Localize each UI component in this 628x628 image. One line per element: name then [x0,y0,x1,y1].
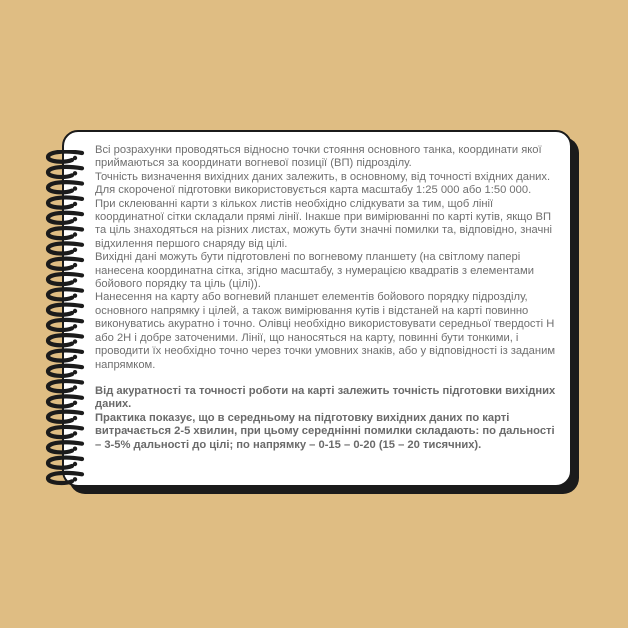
binding-hole [73,278,77,282]
binding-hole [73,385,77,389]
binding-ring [48,152,82,162]
binding-ring [48,228,82,238]
binding-hole [73,401,77,405]
paragraph-bold-practice: Практика показує, що в середньому на підготовку вихідних даних по карті витрачається 2-5 хвилин, при цьому середнінні помилки складають: по дальності – 3-5% дальності до цілі; по напрямку – 0-15 – 0-20 (15 – 20 тисячних). [95,411,555,451]
binding-ring [48,442,82,452]
page-content [95,144,563,452]
binding-hole [73,263,77,267]
binding-hole [73,370,77,374]
binding-hole [73,156,77,160]
paragraph-map-gluing: При склеюванні карти з кількох листів необхідно слідкувати за тим, щоб лінії координатної сітки складали прямі лінії. Інакше при вимірюванні по карті кутів, якщо ВП та ціль знаходяться на різних листах, можуть бути значні помилки та, відповідно, значні відхилення першого снаряду від цілі. [95,197,553,250]
binding-ring [48,320,82,330]
paragraph-accuracy: Точність визначення вихідних даних залежить, в основному, від точності вхідних даних. [95,170,551,183]
binding-ring [48,274,82,284]
notebook-page [62,130,572,487]
binding-hole [73,217,77,221]
paragraph-plotting: Нанесення на карту або вогневий планшет елементів бойового порядку підрозділу, основного напрямку і цілей, а також вимірювання кутів і відстаней на карті повинно виконуватись акуратно і точно. Олівці необхідно використовувати середньої твердості Н або 2Н і добре заточеними. Лінії, що наносяться на карту, повинні бути тонкими, і проводити їх необхідно точно через точки умовних знаків, або у відповідності із заданим напрямком. [95,291,556,371]
binding-hole [73,309,77,313]
binding-hole [73,339,77,343]
binding-ring [48,167,82,177]
binding-hole [73,202,77,206]
binding-ring [48,350,82,360]
spiral-binding [44,150,104,490]
binding-ring [48,305,82,315]
binding-ring [48,427,82,437]
binding-ring [48,289,82,299]
binding-hole [73,477,77,481]
paragraph-reference-point: Всі розрахунки проводяться відносно точки стояння основного танка, координати якої приймаються за координати вогневої позиції (ВП) підрозділу. [95,144,542,170]
binding-hole [73,447,77,451]
binding-ring [48,366,82,376]
paragraph-spacer [95,372,563,385]
notebook [62,130,579,494]
binding-hole [73,324,77,328]
binding-ring [48,335,82,345]
paragraph-fire-tablet: Вихідні дані можуть бути підготовлені по вогневому планшету (на світлому папері нанесена координатна сітка, згідно масштабу, з нумерацією квадратів з елементами бойового порядку та ціль (цілі)). [95,251,534,291]
binding-ring [48,197,82,207]
binding-hole [73,355,77,359]
binding-hole [73,294,77,298]
binding-ring [48,412,82,422]
binding-ring [48,243,82,253]
binding-hole [73,248,77,252]
binding-hole [73,186,77,190]
binding-ring [48,458,82,468]
binding-hole [73,171,77,175]
binding-hole [73,462,77,466]
binding-ring [48,381,82,391]
binding-hole [73,431,77,435]
paragraph-map-scale: Для скороченої підготовки використовується карта масштабу 1:25 000 або 1:50 000. [95,184,532,197]
binding-hole [73,232,77,236]
binding-ring [48,182,82,192]
binding-ring [48,259,82,269]
binding-ring [48,213,82,223]
binding-ring [48,473,82,483]
binding-hole [73,416,77,420]
binding-ring [48,396,82,406]
paragraph-bold-accuracy: Від акуратності та точності роботи на карті залежить точність підготовки вихідних даних. [95,384,556,411]
